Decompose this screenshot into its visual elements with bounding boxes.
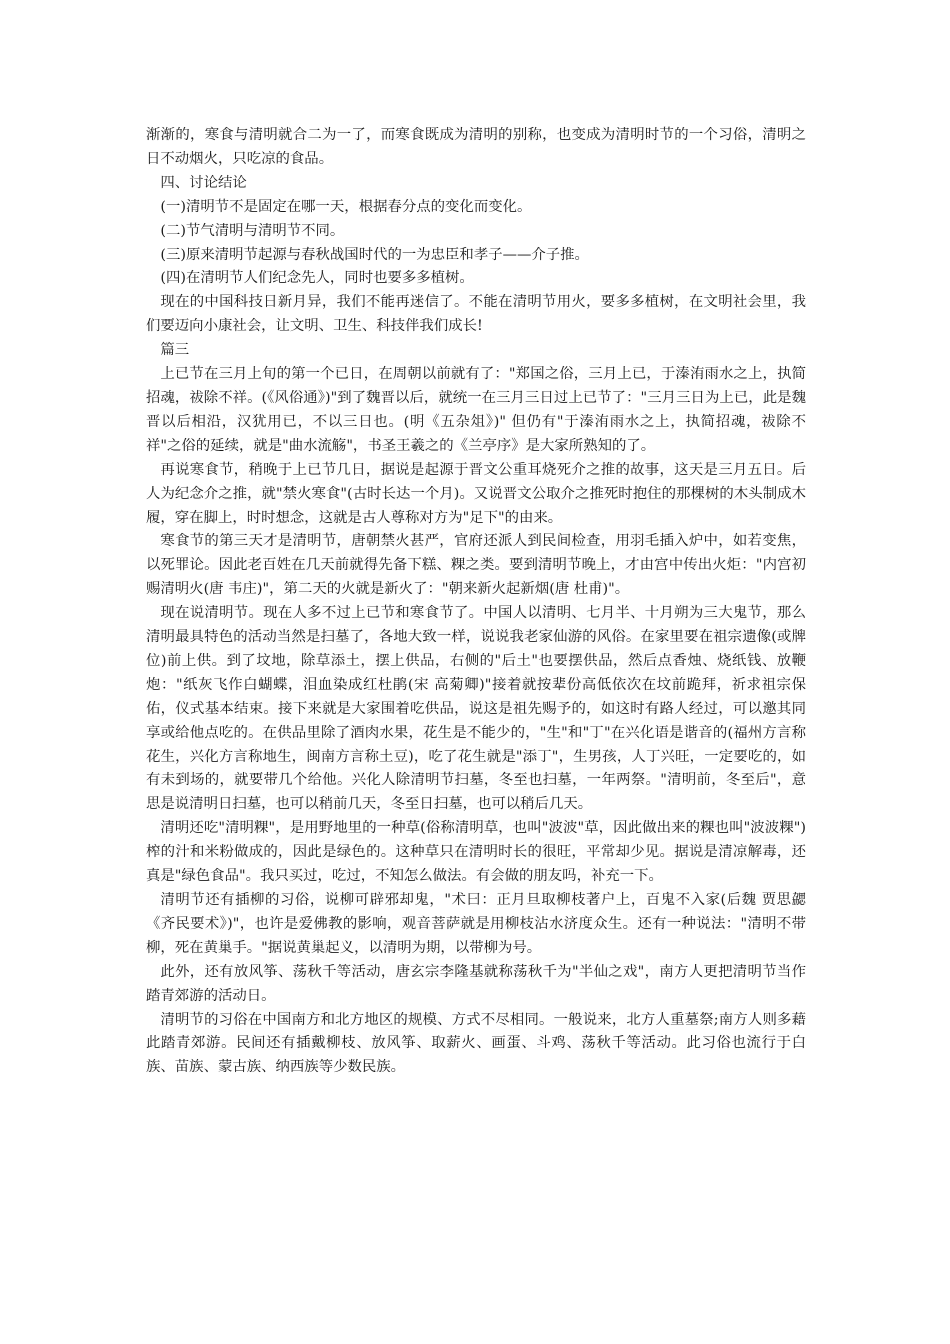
- section-heading-conclusion: 四、讨论结论: [160, 174, 247, 191]
- paragraph-willow: 清明节还有插柳的习俗，说柳可辟邪却鬼，"术曰：正月旦取柳枝著户上，百鬼不入家(后魏 贾思勰《齐民要术》)"，也许是爱佛教的影响，观音菩萨就是用柳枝沾水济度众生。还有一种说法："清明不带柳，死在黄巢手。"据说黄巢起义，以清明为期，以带柳为号。: [146, 892, 806, 956]
- paragraph-hanshi: 再说寒食节，稍晚于上已节几日，据说是起源于晋文公重耳烧死介之推的故事，这天是三月五日。后人为纪念介之推，就"禁火寒食"(古时长达一个月)。又说晋文公取介之推死时抱住的那棵树的木头制成木履，穿在脚上，时时想念，这就是古人尊称对方为"足下"的由来。: [146, 461, 806, 526]
- paragraph-intro-continued: 渐渐的，寒食与清明就合二为一了，而寒食既成为清明的别称，也变成为清明时节的一个习俗，清明之日不动烟火，只吃凉的食品。: [146, 127, 806, 167]
- paragraph-hanshi-third-day: 寒食节的第三天才是清明节，唐朝禁火甚严，官府还派人到民间检查，用羽毛插入炉中，如若变焦，以死罪论。因此老百姓在几天前就得先备下糕、粿之类。要到清明节晚上，才由宫中传出火炬："内宫初赐清明火(唐 韦庄)"，第二天的火就是新火了："朝来新火起新烟(唐 杜甫)"。: [146, 533, 806, 598]
- conclusion-item-3: (三)原来清明节起源与春秋战国时代的一为忠臣和孝子——介子推。: [160, 246, 589, 263]
- paragraph-regional-customs: 清明节的习俗在中国南方和北方地区的规模、方式不尽相同。一般说来，北方人重墓祭;南方人则多藉此踏青郊游。民间还有插戴柳枝、放风筝、取薪火、画蛋、斗鸡、荡秋千等活动。此习俗也流行于白族、苗族、蒙古族、纳西族等少数民族。: [146, 1011, 806, 1076]
- conclusion-item-2: (二)节气清明与清明节不同。: [160, 222, 345, 239]
- section-heading-part-three: 篇三: [160, 342, 190, 359]
- paragraph-kites-swings: 此外，还有放风筝、荡秋千等活动，唐玄宗李隆基就称荡秋千为"半仙之戏"，南方人更把清明节当作踏青郊游的活动日。: [146, 963, 806, 1004]
- paragraph-shangsi: 上已节在三月上旬的第一个已日，在周朝以前就有了："郑国之俗，三月上已，于溱洧雨水之上，执简招魂，祓除不祥。(《风俗通》)"到了魏晋以后，就统一在三月三日过上已节了："三月三日为上已，此是魏晋以后相沿，汉犹用已，不以三日也。(明《五杂俎》)" 但仍有"于溱洧雨水之上，执简招魂，祓除不祥"之俗的延续，就是"曲水流觞"，书圣王羲之的《兰亭序》是大家所熟知的了。: [146, 366, 806, 454]
- paragraph-qingming-tomb: 现在说清明节。现在人多不过上已节和寒食节了。中国人以清明、七月半、十月朔为三大鬼节，那么清明最具特色的活动当然是扫墓了，各地大致一样，说说我老家仙游的风俗。在家里要在祖宗遗像(或牌位)前上供。到了坟地，除草添土，摆上供品，右侧的"后土"也要摆供品，然后点香烛、烧纸钱、放鞭炮："纸灰飞作白蝴蝶，泪血染成红杜鹃(宋 高菊卿)"接着就按辈份高低依次在坟前跪拜，祈求祖宗保佑，仪式基本结束。接下来就是大家围着吃供品，说这是祖先赐予的，如这时有路人经过，可以邀其同享或给他点吃的。在供品里除了酒肉水果，花生是不能少的，"生"和"丁"在兴化语是谐音的(福州方言称花生，兴化方言称地生，闽南方言称土豆)，吃了花生就是"添丁"，生男孩，人丁兴旺，一定要吃的，如有未到场的，就要带几个给他。兴化人除清明节扫墓，冬至也扫墓，一年两祭。"清明前，冬至后"，意思是说清明日扫墓，也可以稍前几天，冬至日扫墓，也可以稍后几天。: [146, 605, 806, 813]
- paragraph-qingming-cake: 清明还吃"清明粿"，是用野地里的一种草(俗称清明草，也叫"波波"草，因此做出来的粿也叫"波波粿")榨的汁和米粉做成的，因此是绿色的。这种草只在清明时长的很旺，平常却少见。据说是清凉解毒，还真是"绿色食品"。我只买过，吃过，不知怎么做法。有会做的朋友吗，补充一下。: [146, 820, 806, 885]
- paragraph-closing: 现在的中国科技日新月异，我们不能再迷信了。不能在清明节用火，要多多植树，在文明社会里，我们要迈向小康社会，让文明、卫生、科技伴我们成长!: [146, 294, 806, 335]
- conclusion-item-4: (四)在清明节人们纪念先人，同时也要多多植树。: [160, 270, 474, 287]
- document-page: [146, 124, 806, 1080]
- conclusion-item-1: (一)清明节不是固定在哪一天，根据春分点的变化而变化。: [160, 198, 532, 215]
